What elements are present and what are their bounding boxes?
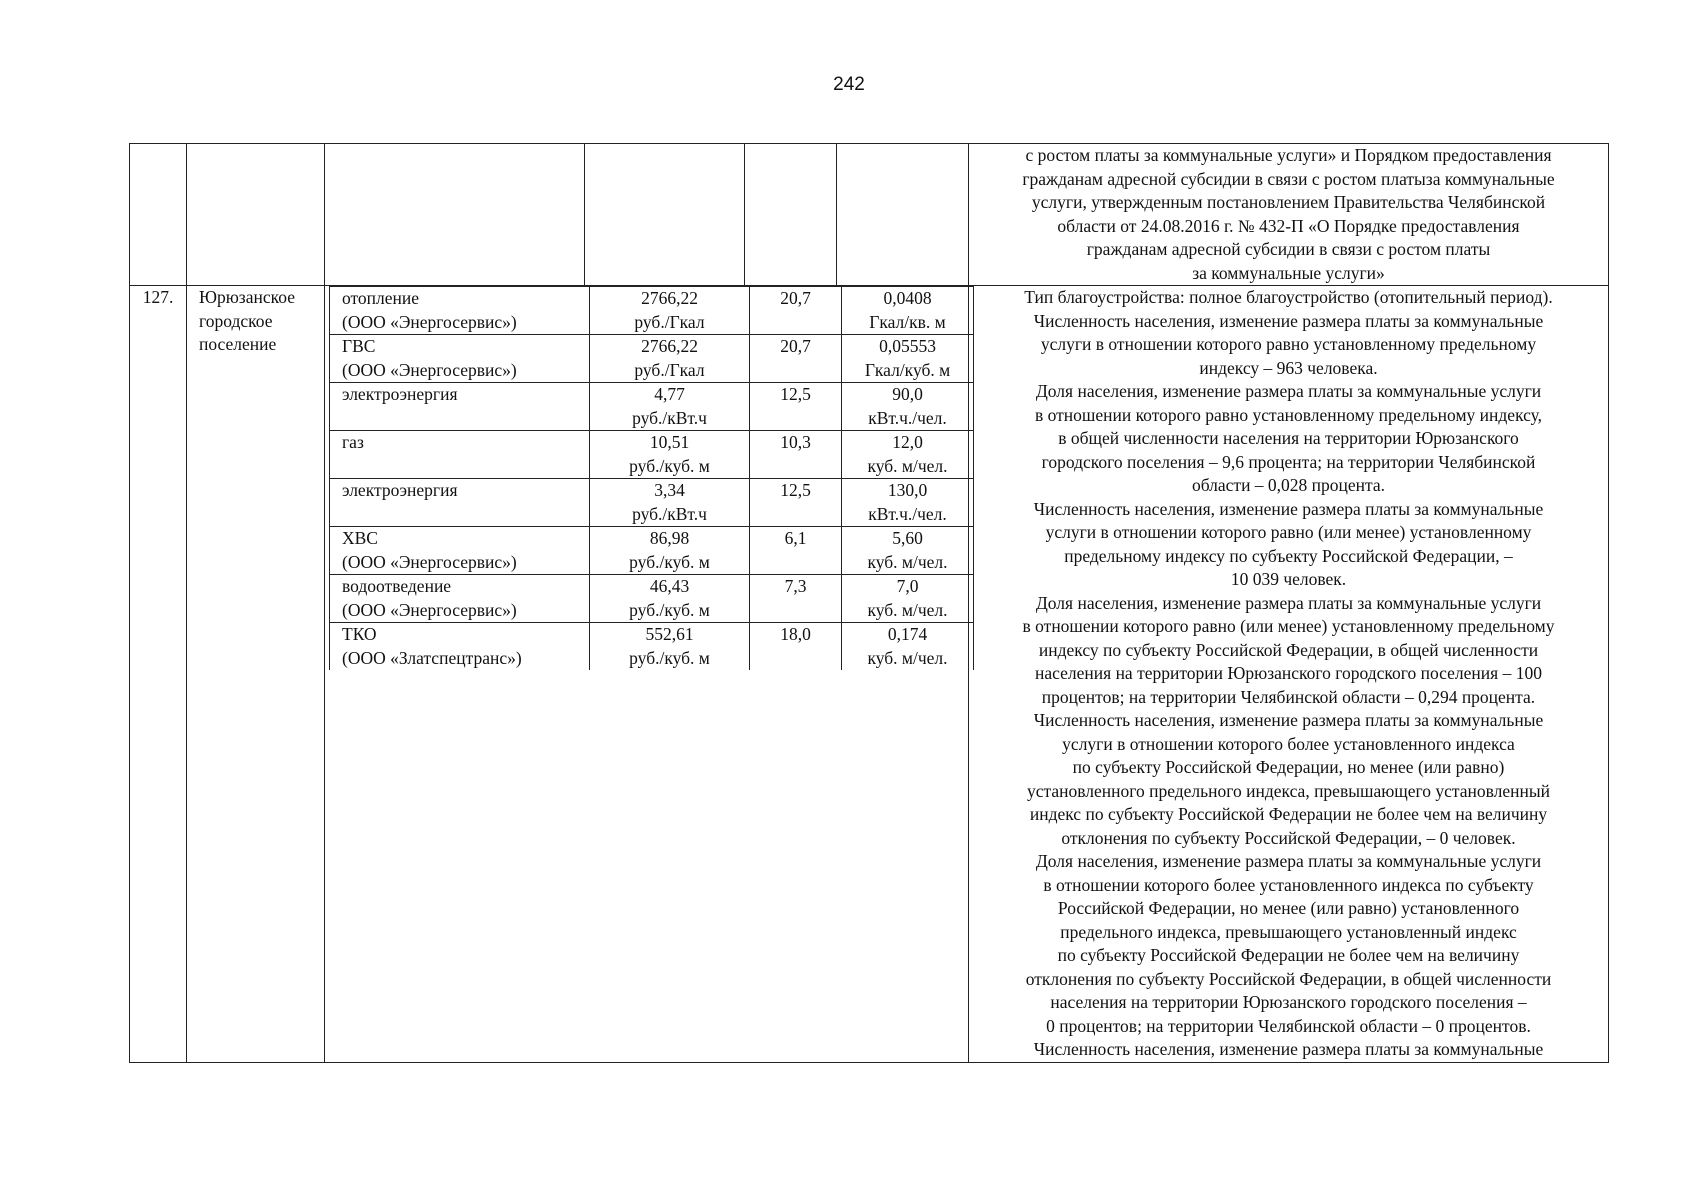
service-name-line: ХВС [342,528,378,548]
description-line: в отношении которого равно установленному предельному индексу, [1034,404,1543,425]
service-volume-line: куб. м/чел. [867,551,948,572]
service-volume-line: кВт.ч./чел. [868,503,947,524]
service-tariff-line: 3,34 [654,480,685,500]
service-tariff [590,287,750,335]
description-line: индексу – 963 человека. [1199,357,1378,378]
service-index: 20,7 [750,335,842,383]
service-tariff-line: руб./кВт.ч [632,407,707,428]
description-line: установленного предельного индекса, превышающего установленный [1026,780,1551,801]
service-tariff-line: 10,51 [649,432,690,452]
description-line: Доля населения, изменение размера платы за коммунальные услуги [1035,592,1542,613]
description-line: Российской Федерации, но менее (или равно) установленного [1057,898,1520,918]
description-line: населения на территории Юрюзанского городского поселения – 100 [1035,663,1542,683]
service-volume-line: куб. м/чел. [867,599,948,620]
municipality-line: Юрюзанское [199,287,295,307]
text-line: за коммунальные услуги» [1192,262,1385,283]
service-row [330,335,974,383]
text-line: области от 24.08.2016 г. № 432-П «О Порядке предоставления [1057,215,1520,236]
service-volume-line: куб. м/чел. [867,647,948,668]
description-line: по субъекту Российской Федерации, но менее (или равно) [1072,757,1505,777]
service-volume [842,335,974,383]
service-name-line: (ООО «Златспецтранс») [342,647,522,668]
empty-cell [585,144,745,286]
description-line: Доля населения, изменение размера платы за коммунальные услуги [1035,381,1542,401]
empty-cell [837,144,969,286]
services-table [329,286,974,670]
service-index: 12,5 [750,479,842,527]
service-name-line: отопление [342,288,420,308]
description-line: отклонения по субъекту Российской Федерации, в общей численности [1025,968,1552,989]
description-line: в отношении которого равно (или менее) установленному предельному [1022,616,1555,636]
service-tariff-line: руб./кВт.ч [632,503,707,524]
service-volume-line: 0,0408 [883,288,932,308]
description-line: услуги в отношении которого равно установленному предельному [1040,334,1537,354]
service-volume-line: кВт.ч./чел. [868,407,947,428]
service-tariff [590,623,750,671]
document-table [129,143,1609,1063]
service-tariff-line: руб./Гкал [634,311,705,332]
service-name [330,383,590,431]
service-tariff [590,383,750,431]
service-tariff-line: 46,43 [649,576,690,596]
empty-cell [187,144,325,286]
service-volume [842,527,974,575]
service-name [330,431,590,479]
service-tariff-line: 552,61 [645,624,694,644]
service-name [330,335,590,383]
service-volume-line: 0,05553 [879,336,936,356]
service-name-line: ГВС [342,336,376,356]
service-index: 20,7 [750,287,842,335]
description-line: индекс по субъекту Российской Федерации не более чем на величину [1029,804,1548,824]
page-number: 242 [833,74,865,95]
data-row-127 [130,286,1609,1063]
service-row [330,479,974,527]
service-volume-line: 130,0 [887,480,928,500]
service-name-line: газ [342,432,364,452]
service-row [330,527,974,575]
municipality-line: поселение [199,334,277,354]
service-volume [842,623,974,671]
service-tariff-line: руб./Гкал [634,359,705,380]
description-line: Доля населения, изменение размера платы за коммунальные услуги [1035,851,1542,871]
continuation-row [130,144,1609,286]
text-line: гражданам адресной субсидии в связи с ростом платы [1086,239,1491,259]
service-row [330,623,974,671]
description-line: Численность населения, изменение размера платы за коммунальные [1033,1039,1544,1059]
service-volume [842,383,974,431]
service-tariff [590,527,750,575]
service-name-line: электроэнергия [342,480,458,500]
service-volume-line: куб. м/чел. [867,455,948,476]
service-volume [842,479,974,527]
description-line: Численность населения, изменение размера платы за коммунальные [1033,498,1544,519]
service-volume-line: 12,0 [892,432,923,452]
service-name [330,527,590,575]
empty-cell [325,144,585,286]
service-tariff-line: 86,98 [649,528,690,548]
empty-cell [130,144,187,286]
service-volume [842,575,974,623]
description-line: по субъекту Российской Федерации не более чем на величину [1057,945,1520,965]
municipality-line: городское [199,310,273,331]
service-tariff [590,575,750,623]
description-line: области – 0,028 процента. [1191,475,1386,495]
service-volume-line: 0,174 [887,624,928,644]
service-row [330,575,974,623]
service-name-line: (ООО «Энергосервис») [342,599,517,620]
service-tariff-line: руб./куб. м [629,551,710,572]
municipality-cell [187,286,325,1063]
service-index: 10,3 [750,431,842,479]
service-tariff [590,335,750,383]
row-number: 127. [130,286,187,1063]
description-line: в отношении которого более установленного индекса по субъекту [1043,874,1534,895]
description-line: услуги в отношении которого равно (или менее) установленному [1045,522,1532,542]
service-volume [842,287,974,335]
text-line: услуги, утвержденным постановлением Правительства Челябинской [1031,192,1546,212]
service-name [330,479,590,527]
service-tariff-line: руб./куб. м [629,455,710,476]
description-line: 0 процентов; на территории Челябинской области – 0 процентов. [1046,1015,1531,1036]
description-line: городского поселения – 9,6 процента; на территории Челябинской [1041,451,1536,472]
service-row [330,431,974,479]
service-name-line: ТКО [342,624,377,644]
description-line: Численность населения, изменение размера платы за коммунальные [1033,710,1544,730]
service-index: 6,1 [750,527,842,575]
service-volume-line: 7,0 [896,576,919,596]
text-line: гражданам адресной субсидии в связи с ростом платыза коммунальные [1022,168,1555,189]
service-volume-line: 5,60 [892,528,923,548]
service-volume-line: Гкал/кв. м [869,311,946,332]
service-tariff-line: 4,77 [654,384,685,404]
description-line: отклонения по субъекту Российской Федерации, – 0 человек. [1061,827,1516,848]
description-line: услуги в отношении которого более установленного индекса [1062,733,1515,754]
service-index: 7,3 [750,575,842,623]
service-volume [842,431,974,479]
service-name-line: (ООО «Энергосервис») [342,311,517,332]
service-tariff [590,431,750,479]
service-row [330,383,974,431]
service-name-line: (ООО «Энергосервис») [342,551,517,572]
service-volume-line: Гкал/куб. м [864,359,951,380]
description-line: индексу по субъекту Российской Федерации, в общей численности [1038,639,1539,660]
service-name [330,623,590,671]
description-cell [969,286,1609,1063]
description-line: Тип благоустройства: полное благоустройство (отопительный период). [1024,287,1553,307]
description-line: населения на территории Юрюзанского городского поселения – [1050,992,1527,1012]
service-name [330,575,590,623]
service-name [330,287,590,335]
service-tariff-line: руб./куб. м [629,599,710,620]
description-line: предельному индексу по субъекту Российской Федерации, – [1064,545,1513,566]
service-row [330,287,974,335]
services-cell [325,286,969,1063]
service-volume-line: 90,0 [892,384,923,404]
service-name-line: (ООО «Энергосервис») [342,359,517,380]
text-line: с ростом платы за коммунальные услуги» и Порядком предоставления [1025,145,1552,165]
continuation-text-cell [969,144,1609,286]
description-line: Численность населения, изменение размера платы за коммунальные [1033,310,1544,331]
service-tariff-line: 2766,22 [641,288,698,308]
description-line: в общей численности населения на территории Юрюзанского [1058,428,1519,448]
service-name-line: водоотведение [342,576,452,596]
service-index: 18,0 [750,623,842,671]
service-tariff-line: 2766,22 [641,336,698,356]
service-tariff [590,479,750,527]
service-index: 12,5 [750,383,842,431]
description-line: 10 039 человек. [1230,569,1347,589]
description-line: предельного индекса, превышающего установленный индекс [1060,921,1517,942]
description-line: процентов; на территории Челябинской области – 0,294 процента. [1041,686,1536,707]
empty-cell [745,144,837,286]
service-tariff-line: руб./куб. м [629,647,710,668]
service-name-line: электроэнергия [342,384,458,404]
